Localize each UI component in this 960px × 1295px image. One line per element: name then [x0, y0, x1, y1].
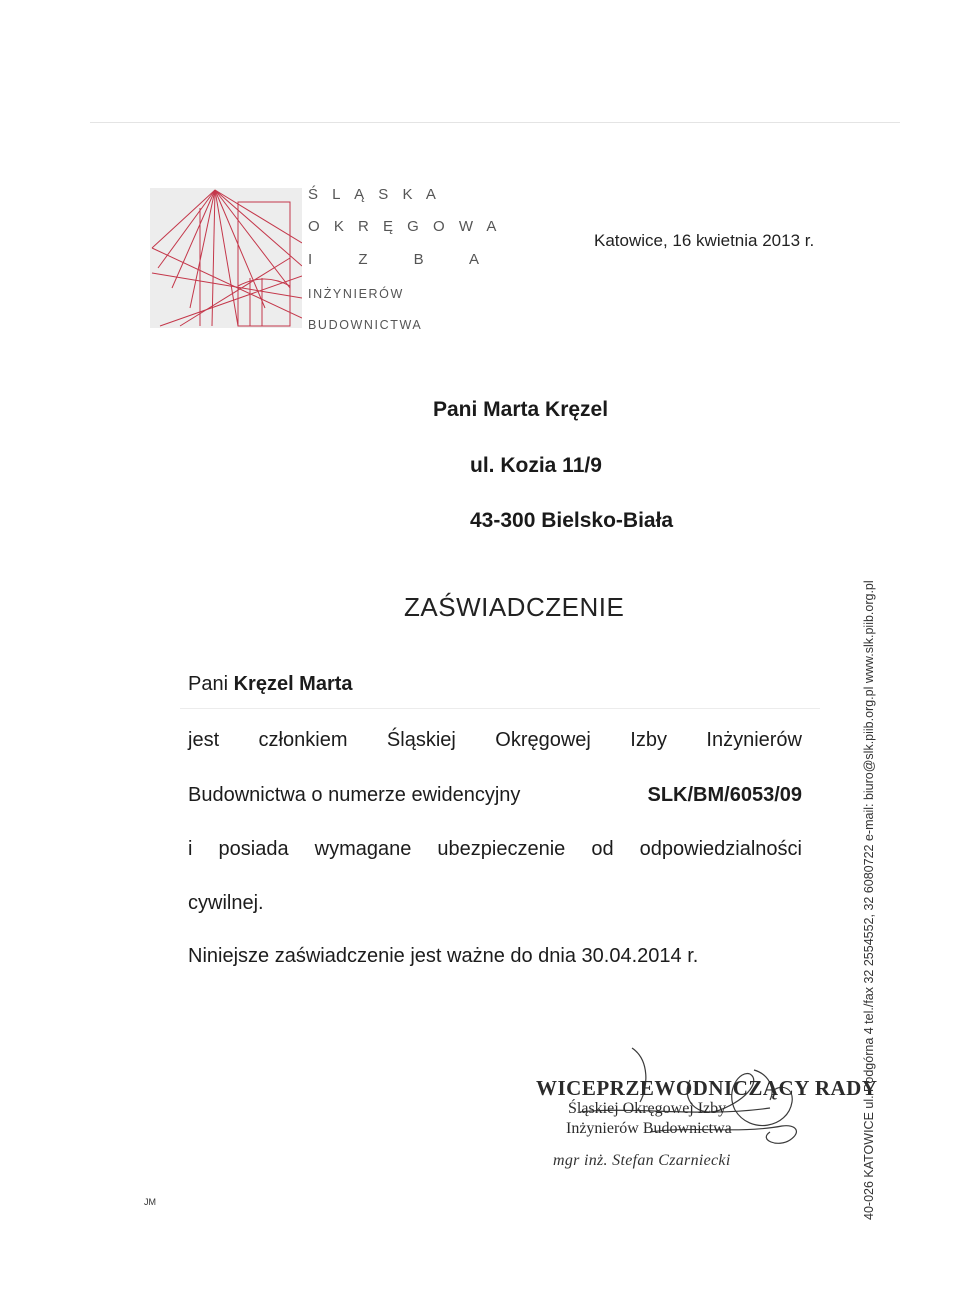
chamber-logo	[150, 188, 302, 328]
registration-number: SLK/BM/6053/09	[647, 784, 802, 806]
stamp-title: WICEPRZEWODNICZĄCY RADY	[536, 1076, 878, 1100]
body-line-3: i posiada wymagane ubezpieczenie od odpowiedzialności	[188, 838, 802, 860]
recipient-city: 43-300 Bielsko-Biała	[470, 509, 674, 532]
middle-divider	[180, 708, 820, 709]
validity-statement: Niniejsze zaświadczenie jest ważne do dnia 30.04.2014 r.	[188, 945, 699, 967]
signer-name: mgr inż. Stefan Czarniecki	[553, 1152, 731, 1169]
issue-date: Katowice, 16 kwietnia 2013 r.	[594, 231, 815, 250]
author-initials: JM	[144, 1197, 156, 1207]
org-name-line-2: O K R Ę G O W A	[308, 218, 502, 235]
salutation-name: Kręzel Marta	[233, 673, 353, 695]
org-name-line-5: BUDOWNICTWA	[308, 318, 423, 332]
salutation	[188, 673, 802, 696]
body-line-2-text: Budownictwa o numerze ewidencyjny	[188, 784, 521, 806]
document-title: ZAŚWIADCZENIE	[404, 592, 625, 622]
stamp-line-2: Śląskiej Okręgowej Izby	[568, 1100, 727, 1117]
recipient-street: ul. Kozia 11/9	[470, 454, 602, 477]
body-line-1: jest członkiem Śląskiej Okręgowej Izby Inżynierów	[188, 729, 802, 751]
side-contact-info: 40-026 KATOWICE ul. Podgórna 4 tel./fax 32 2554552, 32 6080722 e-mail: biuro@slk.piib.org.pl www.slk.piib.org.pl	[862, 580, 876, 1220]
stamp-line-3: Inżynierów Budownictwa	[566, 1120, 732, 1137]
org-name-line-1: Ś L Ą S K A	[308, 186, 441, 203]
body-line-2	[188, 784, 802, 807]
salutation-prefix: Pani	[188, 673, 234, 695]
body-line-4: cywilnej.	[188, 892, 264, 914]
recipient-name: Pani Marta Kręzel	[433, 398, 609, 421]
org-name-line-4: INŻYNIERÓW	[308, 287, 404, 301]
org-name-line-3: I Z B A	[308, 251, 501, 268]
top-divider	[90, 122, 900, 123]
